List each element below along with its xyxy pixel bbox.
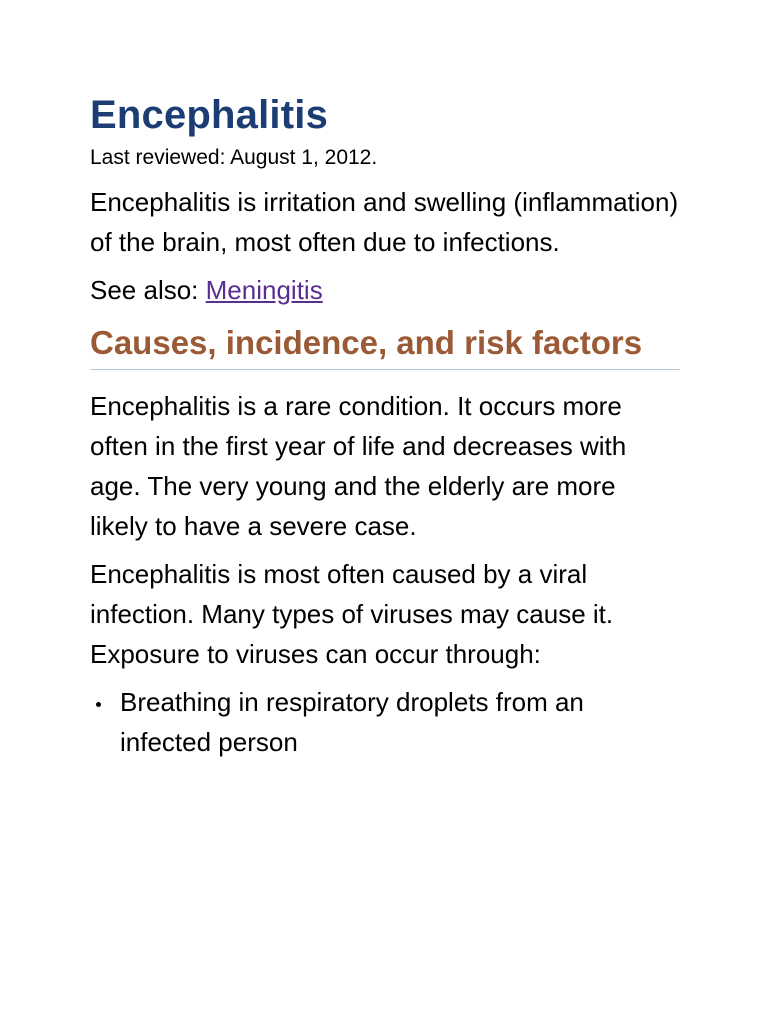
page-title: Encephalitis [90,93,329,137]
last-reviewed-date: Last reviewed: August 1, 2012. [90,146,378,169]
section-heading: Causes, incidence, and risk factors [90,322,680,370]
exposure-list [90,682,680,762]
section-paragraph: Encephalitis is a rare condition. It occurs more often in the first year of life and decreases with age. The very young and the elderly are more likely to have a severe case. [90,391,627,541]
article-page [90,0,680,762]
list-item [90,682,680,762]
section-paragraph: Encephalitis is most often caused by a viral infection. Many types of viruses may cause it. Exposure to viruses can occur through: [90,559,614,669]
list-item-text: Breathing in respiratory droplets from an infected person [120,687,584,757]
bullet-icon [96,702,101,707]
meningitis-link[interactable]: Meningitis [205,275,323,305]
see-also-label: See also: [90,275,206,305]
see-also-line [90,270,680,310]
intro-paragraph: Encephalitis is irritation and swelling (inflammation) of the brain, most often due to infections. [90,187,679,257]
